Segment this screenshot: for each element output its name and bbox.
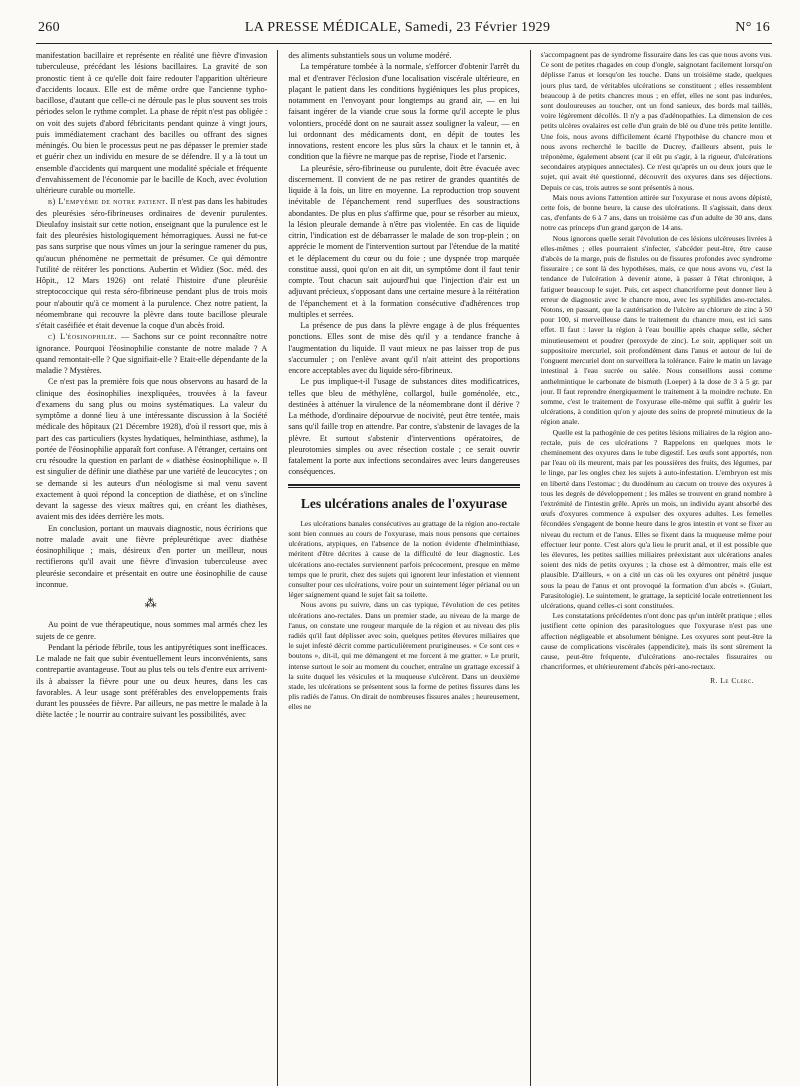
author-signature: R. Le Clerc.	[710, 676, 754, 686]
paragraph	[36, 196, 267, 331]
column-rule	[530, 50, 531, 1086]
column-2	[288, 50, 519, 1086]
paragraph-text: — Sachons sur ce point reconnaître notre ignorance. Pourquoi l'éosinophilie constante de notre malade ? A quand remontait-elle ? Que signifiait-elle ? Etait-elle dépendante de la maladie ? Mystères.	[36, 332, 268, 375]
paragraph: Au point de vue thérapeutique, nous sommes mal armés chez les sujets de ce genre.	[36, 620, 268, 641]
article-divider	[288, 484, 519, 486]
paragraph: Les constatations précédentes n'ont donc pas qu'un intérêt pratique ; elles justifient cette opinion des parasitologues que l'oxyurase n'est pas une affection négligeable et absolument bénigne. Les oxyures sont peut-être la cause de complications viscérales (appendicite), mais ils sont sûrement la cause, peut-être fréquente, d'ulcérations ano-rectales fissuraires ou chancriformes, et ultérieurement d'abcès péri-ano-rectaux.	[540, 611, 772, 672]
paragraph: La présence de pus dans la plèvre engage à de plus fréquentes ponctions. Elles sont de mise dès qu'il y a tendance franche à l'augmentation du liquide. Il vaut mieux ne pas laisser trop de pus s'accumuler ; on l'enlève avant qu'il n'ait atteint des proportions encore acceptables avec du liquide séro-fibrineux.	[288, 321, 520, 375]
text-columns	[36, 50, 772, 1086]
paragraph: s'accompagnent pas de syndrome fissuraire dans les cas que nous avons vus. Ce sont de petites rhagades en coup d'ongle, saignotant facilement lorsqu'on déplisse l'anus et lorsqu'on les touche. Dans un troisième stade, quelques jours plus tard, de véritables ulcérations se constituent ; elles ressemblent beaucoup à de petits chancres mous ; en effet, elles ne sont pas indurées, sont douloureuses au toucher, ont un fond sanieux, des bords mal taillés, voire légèrement décollés. Il n'y a pas d'adénopathies. La dimension de ces petits ulcères ovalaires est celle d'un grain de blé ou d'une très petite lentille. Une fois, nous avons difficilement écarté l'hypothèse du chancre mou et nous avons recherché le bacille de Ducrey, d'ailleurs absent, puis le tréponème, également absent (car il eût pu s'agir, à la rigueur, d'ulcérations secondaires atypiques annectales). Ce n'est qu'après un ou deux jours que le sujet, qui avait été questionné, découvrit des oxyures dans ses déjections. Depuis ce cas, trois autres se sont présentés à nous.	[540, 50, 772, 192]
page-header	[36, 20, 772, 44]
column-1	[36, 50, 267, 1086]
paragraph: Le pus implique-t-il l'usage de substances dites modificatrices, telles que bleu de méthylène, collargol, huile goménolée, etc., destinées à atténuer la virulence de la néomembrane dont il dérive ? La méthode, d'ordinaire dépourvue de nocivité, peut être tentée, mais sans qu'il faille trop en attendre. Par contre, s'abstenir de lavages de la plèvre. Et surtout s'abstenir d'interventions opératoires, de pleurotomies simples ou avec résection costale ; ce serait ouvrir fatalement la porte aux infections secondaires avec leurs dangereuses conséquences.	[288, 377, 520, 477]
paragraph: des aliments substantiels sous un volume modéré.	[288, 51, 452, 60]
section-separator-stars: ⁂	[144, 596, 159, 610]
paragraph: Mais nous avions l'attention attirée sur l'oxyurase et nous avons dépisté, cette fois, de bonne heure, la cause des ulcérations. Il s'agissait, dans deux cas, d'enfants de 6 à 7 ans, dans un troisième cas d'un adulte de 30 ans, dans notre cas princeps d'un grand garçon de 14 ans.	[540, 192, 772, 233]
paragraph	[36, 331, 267, 376]
column-3	[541, 50, 772, 1086]
journal-title: LA PRESSE MÉDICALE, Samedi, 23 Février 1929	[244, 20, 551, 35]
paragraph: En conclusion, portant un mauvais diagnostic, nous écririons que notre malade avait une fièvre prépleurétique avec diathèse éosinophilique ; mais, désireux d'en porter un meilleur, nous rectifierons qu'il avait une fièvre d'invasion tuberculeuse avec pleurésie secondaire et présentait en outre une éosinophilie de cause inconnue.	[36, 523, 268, 589]
page-number: 260	[38, 20, 60, 35]
article-divider-thin	[288, 487, 519, 488]
paragraph: manifestation bacillaire et représente en réalité une fièvre d'invasion tuberculeuse, précédant les lésions bacillaires. La gravité de son pronostic tient à ce qu'elle doit faire redouter l'apparition ultérieure d'accidents locaux. Elle est de même ordre que l'ancienne typho-bacillose, d'autant que celle-ci ne déroule pas le plus souvent ses trois périodes selon le rythme complet. La phase de répit n'est pas obligée : on voit des sujets d'abord fébricitants pendant quinze à vingt jours, puis immédiatement crachant des bacilles ou offrant des signes méningés. Ou bien le processus peut ne pas dépasser le premier stade et guérir chez un individu en mesure de se défendre. Il y a là tout un ensemble d'accidents qui marquent une modalité spéciale et fréquente d'envahissement de l'économie par le bacille de Koch, avec évolution ultérieure curable ou mortelle.	[36, 51, 268, 195]
section-label: b) L'empyème de notre patient.	[48, 197, 169, 207]
paragraph: Les ulcérations banales consécutives au grattage de la région ano-rectale sont bien connues au cours de l'oxyurase, mais nous pensons que certaines ulcérations, atypiques, en l'absence de la notion évidente d'helminthiase, méritent d'être décrites à cause de la difficulté de leur diagnostic. Les ulcérations ano-rectales surviennent parfois précocement, presque en même temps que le prurit, chez des sujets qui ignorent leur infestation et viennent consulter pour ces ulcérations, voire pour un suintement léger périanal ou un léger saignement quand le sujet fait sa toilette.	[288, 518, 520, 600]
paragraph: Pendant la période fébrile, tous les antipyrétiques sont inefficaces. Le malade ne fait que subir éventuellement leurs inconvénients, sans contrepartie avantageuse. Tout au plus tels ou tels d'entre eux arrivent-ils à abaisser la fièvre pour une ou deux heures, dans les cas favorables. A leur usage sont préférables des enveloppements frais durant les poussées de fièvre. Par ailleurs, ne pas mettre le malade à la diète lactée ; le nourrir au contraire suivant les possibilités, avec	[36, 642, 268, 720]
paragraph: La température tombée à la normale, s'efforcer d'obtenir l'arrêt du mal et d'entraver l'éclosion d'une localisation viscérale ultérieure, en plaçant le patient dans les conditions hygiéniques les plus propices, notamment en l'envoyant pour longtemps au grand air, — en lui faisant ingérer de la viande crue sous la forme qu'il accepte le plus volontiers, procédé dont on ne saurait assez souligner la valeur, — en lui ordonnant des médicaments dont, en dépit de toutes les innovations, restent encore les plus sûrs la chaux et le tannin et, à condition que la fièvre ne marque pas de reprise, l'iode et l'arsenic.	[288, 62, 520, 162]
paragraph: Nous ignorons quelle serait l'évolution de ces lésions ulcéreuses livrées à elles-mêmes ; elles pourraient s'infecter, s'abcéder peut-être, être cause d'abcès de la marge, puis de fistules ou de fissures profondes avec syndrome fissuraire ; ce sont là des hypothèses, mais, ce que nous avons vu, c'est la tendance de l'ulcération à devenir atone, à passer à l'état chronique, à fatiguer beaucoup le sujet. Puis, cet aspect chancriforme peut donner lieu à erreur de diagnostic avec le chancre mou, avec les syphilides ano-rectales. Notons, en passant, que la cautérisation de l'ulcère au chlorure de zinc à 50 pour 100, si merveilleuse dans le traitement du chancre mou, est ici sans effet. Il faut : laver la région à l'eau bouillie après chaque selle, sécher minutieusement et poudrer (peroxyde de zinc). Le soir, appliquer soit un suppositoire mercuriel, soit profondément dans l'anus et autour de lui de l'onguent mercuriel dont on surveillera la tolérance. Faire le matin un lavage intestinal à l'eau sucrée ou salée. Nous conseillons aussi comme anthelmintique le carbonate de bismuth (Loeper) à la dose de 3 à 5 gr. par jour. Il faut reprendre énergiquement le traitement à la moindre rechute. En somme, c'est le traitement de l'oxyurase elle-même qui suffit à guérir les ulcérations, à condition qu'on y ajoute des soins de propreté minutieux de la région anale.	[540, 233, 772, 427]
paragraph: La pleurésie, séro-fibrineuse ou purulente, doit être évacuée avec discernement. Il convient de ne pas retirer de grandes quantités de liquide à la fois, un litre en moyenne. La reproduction trop souvent inévitable de l'épanchement rend superflues des soustractions abondantes. De plus en plus s'affirme que, pour se résorber au mieux, la lésion pleurale demande à n'être pas violentée. En cas de liquide citrin, l'indication est de débarrasser le malade de son trop-plein ; on apprécie le moment de l'intervention surtout par l'étendue de la matité et le déplacement du cœur ou du foie ; une dyspnée trop marquée constitue aussi, quoi qu'on en ait dit, un symptôme dont il faut tenir compte. Tout chacun sait aujourd'hui que l'injection d'air est un adjuvant précieux, s'opposant dans une certaine mesure à la réitération de l'épanchement et à la formation consécutive d'adhérences trop multiples et serrées.	[288, 163, 520, 319]
paragraph-text: Il n'est pas dans les habitudes des pleurésies séro-fibrineuses ordinaires de devenir purulentes. Dieulafoy insistait sur cette notion, enseignant que la purulence est le fait des pleurésies histologiquement hémorragiques. Aussi ne fut-ce pas sans surprise que nous vîmes un jour la seringue ramener du pus, qu'aucun phénomène ne permettait de présumer. Ce qui démontre l'utilité de réitérer les ponctions. Aubertin et Widiez (Soc. méd. des Hôpit., 12 Mars 1926) ont relaté l'histoire d'une pleurésie streptococcique qui resta séro-fibrineuse pendant plus de trois mois pour n'aboutir qu'à ce moment à la purulence. Chez notre patient, la néomembrane qui recouvre la plèvre dans toute bacillose pleurale s'était caséifiée et était devenue la coque d'un abcès froid.	[36, 197, 268, 330]
paragraph: Nous avons pu suivre, dans un cas typique, l'évolution de ces petites ulcérations ano-rectales. Dans un premier stade, au niveau de la marge de l'anus, on constate une rougeur marquée de la région et au niveau des plis radiés qu'il faut déplisser avec soin, quelques petites élevures miliaires que le sujet infesté décrit comme particulièrement prurigineuses. « Ce sont ces « boutons », dit-il, qui me démangent et me forcent à me gratter. » Le prurit, intense surtout le soir au moment du coucher, entraîne un grattage excessif à la suite duquel les vésicules et la muqueuse s'ulcèrent. Dans un deuxième stade, les ulcérations se présentent sous la forme de petites fissures dans les plis radiés de l'anus. On dirait de nombreuses fissures anales ; heureusement, elles ne	[288, 600, 520, 712]
paragraph: Ce n'est pas la première fois que nous observons au hasard de la clinique des éosinophilies inexpliquées, trouvées à la faveur d'examens du sang plus ou moins systématiques. La valeur du symptôme a donné lieu à une intéressante discussion à la Société médicale des hôpitaux (21 Décembre 1928), d'où il ressort que, mis à part des cas particuliers (kystes hydatiques, helminthiase, asthme), la portée de l'éosinophilie apparaît fort confuse. A l'étranger, certains ont cru résoudre la question en parlant de « diathèse éosinophilique ». Il est singulier de définir une diathèse par une variété de leucocytes ; on se demande si les auteurs d'un néologisme si mal venu savent exactement à quoi répond la conception de diathèse, et on s'incline devant la sagesse des vieux maîtres qui, en créant les diathèses, avaient mis des idées derrière les mots.	[36, 377, 268, 522]
article-title: Les ulcérations anales de l'oxyurase	[300, 495, 508, 511]
section-label: c) L'éosinophilie.	[48, 332, 118, 342]
paragraph: Quelle est la pathogénie de ces petites lésions miliaires de la région ano-rectale, puis de ces ulcérations ? Rappelons en quelques mots le cheminement des oxyures dans le tube digestif. Les œufs sont apportés, non par l'eau où ils meurent, mais par les poussières des fruits, des légumes, par le linge, par les ongles chez les sujets à auto-infestation. L'embryon est mis en liberté dans l'estomac ; du duodénum au cæcum on trouve des oxyures à tous les degrés de développement ; les mâles se trouvent en grand nombre à l'extrémité de l'intestin grêle. Après un mois, un individu ayant absorbé des œufs d'oxyures commence à expulser des oxyures adultes. Les femelles fécondées s'engagent de bonne heure dans le gros intestin et vont se fixer au niveau du rectum et de l'anus. Elles se fixent dans la muqueuse même pour effectuer leur ponte. C'est alors qu'a lieu le prurit anal, et il est possible que les élevures, les petites saillies miliaires préexistant aux ulcérations anales soient des nids de petits oxyures ; la chose est à démontrer, mais elle est plausible. D'ailleurs, « on a cité un cas où les oxyures ont pénétré jusque sous la peau de l'anus et ont provoqué la formation d'un abcès ». (Guiart, Parasitologie). Le suintement, le grattage, la septicité locale entretiennent les ulcérations, quand celles-ci sont constituées.	[540, 427, 772, 610]
column-rule	[277, 50, 278, 1086]
issue-number: N° 16	[735, 20, 770, 35]
